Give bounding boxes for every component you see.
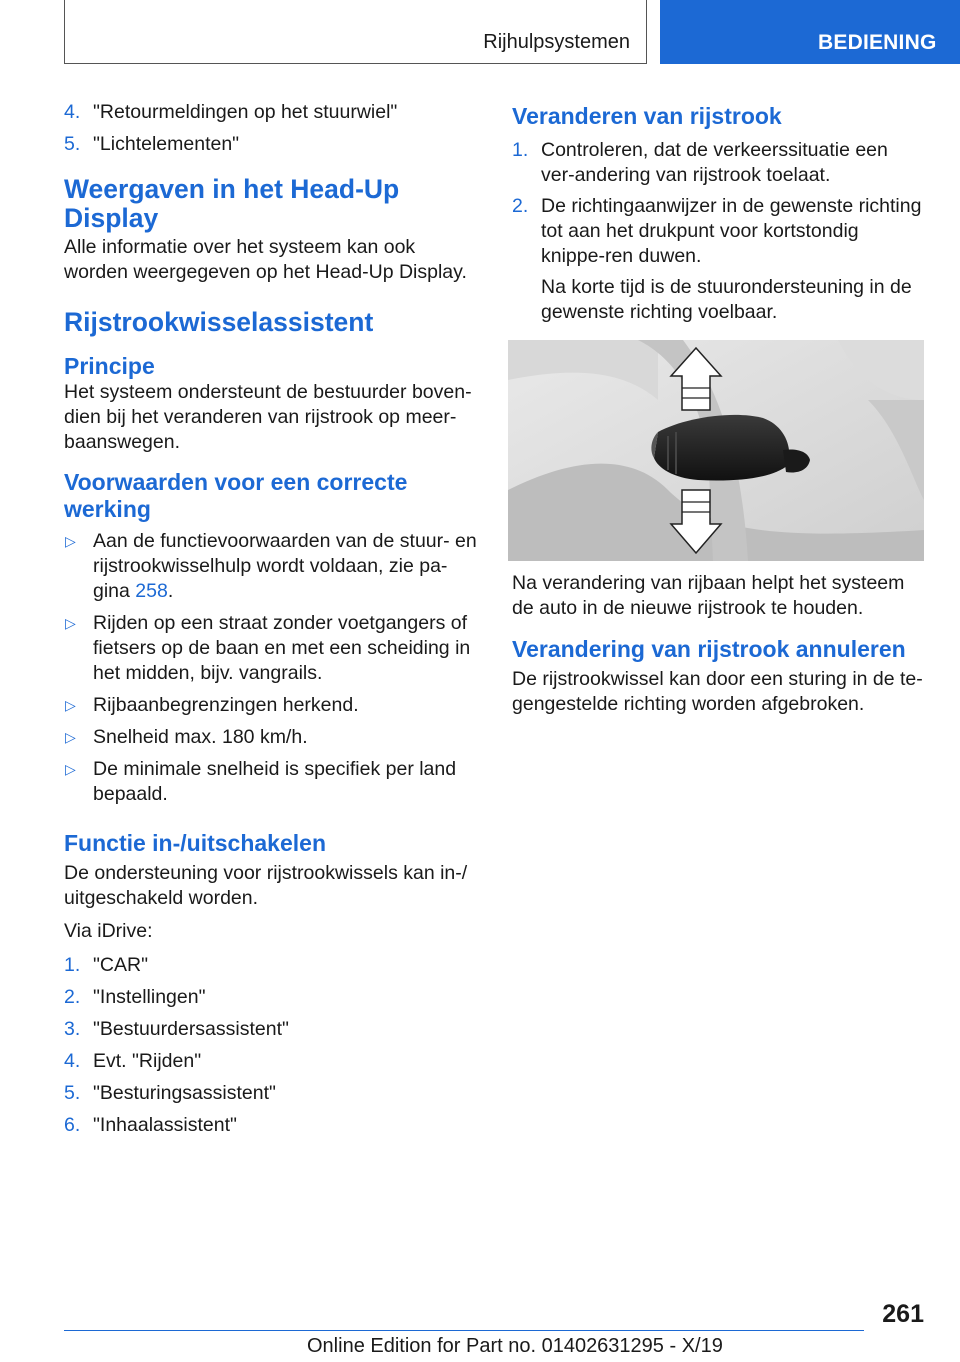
main-heading: Rijstrookwisselassistent xyxy=(64,307,374,337)
triangle-bullet-icon: ▷ xyxy=(65,729,76,745)
change-steps xyxy=(512,138,924,325)
list-item: ▷ Rijbaanbegrenzingen herkend. xyxy=(65,694,359,716)
after-change-text: Na verandering van rijbaan helpt het systeem de auto in de nieuwe rijstrook te houden. xyxy=(512,572,905,619)
onoff-text: De ondersteuning voor rijstrookwissels kan in-/ uitgeschakeld worden. xyxy=(64,862,468,909)
conditions-heading: Voorwaarden voor een correcte werking xyxy=(64,469,408,522)
idrive-steps xyxy=(64,953,480,1138)
onoff-heading: Functie in-/uitschakelen xyxy=(64,830,326,856)
list-item: 6. "Inhaalassistent" xyxy=(64,1114,237,1136)
list-item: 2. De richtingaanwijzer in de gewenste richting tot aan het drukpunt voor kortstondig knippe-ren duwen. Na korte tijd is de stuurondersteuning in de gewenste richting voelbaar. xyxy=(512,194,924,325)
list-item: ▷ Aan de functievoorwaarden van de stuur- en rijstrookwisselhulp wordt voldaan, zie pa-gina 258. xyxy=(65,530,477,602)
principe-text: Het systeem ondersteunt de bestuurder boven-dien bij het veranderen van rijstrook op meer-baanswegen. xyxy=(64,381,472,453)
triangle-bullet-icon: ▷ xyxy=(65,533,76,549)
hud-text: Alle informatie over het systeem kan ook worden weergegeven op het Head-Up Display. xyxy=(64,236,467,283)
header-section-title: Rijhulpsystemen xyxy=(483,31,630,53)
footer-divider xyxy=(64,1330,864,1331)
principe-heading: Principe xyxy=(64,353,155,379)
header-chapter-tab: BEDIENING xyxy=(660,0,960,64)
cancel-heading: Verandering van rijstrook annuleren xyxy=(512,636,906,662)
list-item: 2. "Instellingen" xyxy=(64,986,206,1008)
list-item: 5. "Besturingsassistent" xyxy=(64,1082,276,1104)
hud-heading: Weergaven in het Head-Up Display xyxy=(64,174,400,233)
list-item: ▷ Snelheid max. 180 km/h. xyxy=(65,726,308,748)
list-item: 3. "Bestuurdersassistent" xyxy=(64,1018,289,1040)
right-column xyxy=(512,100,924,717)
triangle-bullet-icon: ▷ xyxy=(65,697,76,713)
step-note: Na korte tijd is de stuurondersteuning in de gewenste richting voelbaar. xyxy=(541,276,912,323)
left-column xyxy=(64,100,480,1138)
list-item: 1. Controleren, dat de verkeerssituatie een ver-andering van rijstrook toelaat. xyxy=(512,139,888,186)
change-heading: Veranderen van rijstrook xyxy=(512,103,782,129)
list-item: ▷ De minimale snelheid is specifiek per land bepaald. xyxy=(65,758,457,805)
list-item: 4. "Retourmeldingen op het stuurwiel" xyxy=(64,101,398,123)
via-text: Via iDrive: xyxy=(64,920,153,942)
cancel-text: De rijstrookwissel kan door een sturing in de te-gengestelde richting worden afgebroken. xyxy=(512,668,923,715)
list-item: 5. "Lichtelementen" xyxy=(64,133,240,155)
list-item: 4. Evt. "Rijden" xyxy=(64,1050,202,1072)
conditions-list xyxy=(64,529,480,807)
triangle-bullet-icon: ▷ xyxy=(65,615,76,631)
page-link[interactable]: 258 xyxy=(135,580,168,602)
page-number: 261 xyxy=(882,1300,924,1328)
list-item: 1. "CAR" xyxy=(64,954,149,976)
edition-text: Online Edition for Part no. 01402631295 - X/19 xyxy=(307,1335,723,1357)
turn-signal-lever-figure xyxy=(508,340,924,561)
triangle-bullet-icon: ▷ xyxy=(65,761,76,777)
continued-list xyxy=(64,100,480,157)
list-item: ▷ Rijden op een straat zonder voetgangers of fietsers op de baan en met een scheiding in het midden, bijv. vangrails. xyxy=(65,612,471,684)
